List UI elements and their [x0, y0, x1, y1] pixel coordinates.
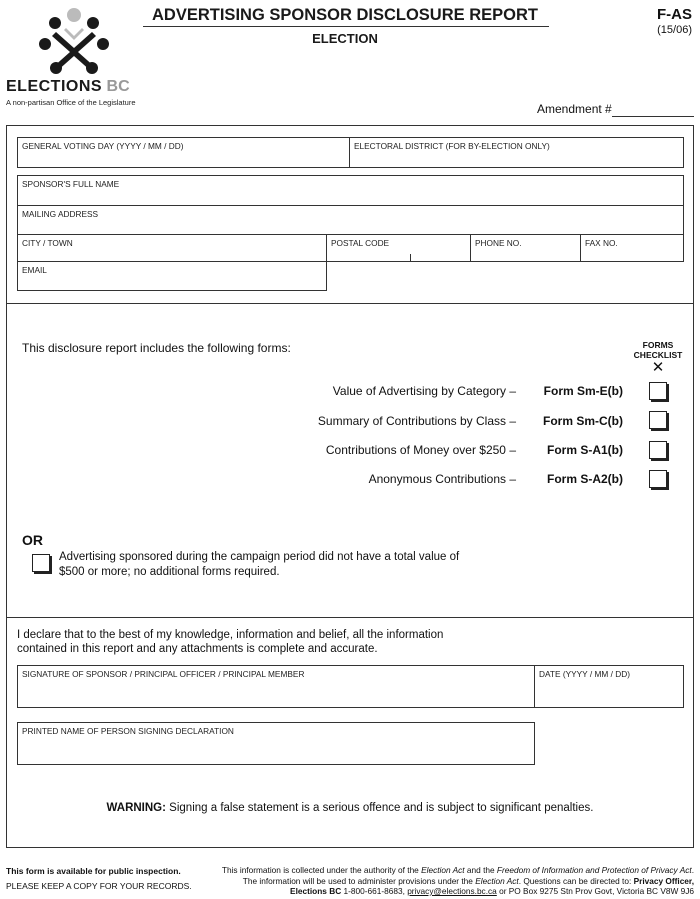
phone-field[interactable] [470, 234, 581, 262]
footer-public-notice: This form is available for public inspection. [6, 866, 181, 876]
date-label: DATE (YYYY / MM / DD) [539, 669, 630, 679]
declaration-line2: contained in this report and any attachments is complete and accurate. [17, 643, 378, 655]
form-item-code: Form S-A1(b) [547, 443, 623, 457]
privacy-text: The information will be used to administer provisions under the [242, 875, 476, 886]
mailing-address-field[interactable] [17, 205, 684, 235]
privacy-line3 [222, 886, 694, 897]
form-item-code: Form S-A2(b) [547, 472, 623, 486]
email-label: EMAIL [22, 265, 47, 275]
voting-day-label: GENERAL VOTING DAY (YYYY / MM / DD) [22, 141, 184, 151]
forms-checklist-line2: CHECKLIST [633, 350, 683, 360]
privacy-email-link[interactable]: privacy@elections.bc.ca [407, 886, 497, 896]
privacy-line2 [222, 876, 694, 887]
section-divider-1 [6, 303, 694, 304]
postal-code-tick [410, 254, 411, 261]
date-field[interactable] [534, 665, 684, 708]
checklist-x-icon: ✕ [651, 359, 665, 376]
privacy-act-name: Freedom of Information and Protection of Privacy Act [496, 865, 692, 875]
form-item-label: Anonymous Contributions – [368, 472, 516, 486]
no-forms-line1: Advertising sponsored during the campaign period did not have a total value of [59, 551, 460, 563]
page-subtitle: ELECTION [312, 31, 378, 46]
or-label: OR [22, 532, 43, 548]
no-forms-line2: $500 or more; no additional forms required. [59, 566, 280, 578]
form-sm-e-checkbox[interactable] [649, 382, 667, 400]
form-s-a1-checkbox[interactable] [649, 441, 667, 459]
privacy-text: and the [464, 865, 497, 875]
sponsor-name-label: SPONSOR'S FULL NAME [22, 179, 120, 189]
warning-label: WARNING: [106, 802, 166, 814]
privacy-address: or PO Box 9275 Stn Prov Govt, Victoria BC V8W 9J6 [496, 886, 694, 896]
elections-bc-emblem-icon [36, 6, 112, 78]
amendment-field[interactable] [612, 116, 694, 117]
signature-field[interactable] [17, 665, 535, 708]
declaration-line1: I declare that to the best of my knowledge, information and belief, all the information [17, 629, 444, 641]
section-divider-2 [6, 617, 694, 618]
sponsor-name-field[interactable] [17, 175, 684, 206]
forms-checklist-line1: FORMS [642, 340, 674, 350]
privacy-act-name: Election Act [421, 865, 465, 875]
amendment-label: Amendment # [537, 102, 612, 116]
form-sm-c-checkbox[interactable] [649, 411, 667, 429]
logo-tagline: A non-partisan Office of the Legislature [6, 98, 136, 107]
printed-name-field[interactable] [17, 722, 535, 765]
form-code: F-AS [657, 6, 692, 23]
footer-keep-copy: PLEASE KEEP A COPY FOR YOUR RECORDS. [6, 881, 192, 891]
forms-intro-text: This disclosure report includes the following forms: [22, 341, 291, 355]
voting-day-field[interactable] [17, 137, 350, 168]
mailing-address-label: MAILING ADDRESS [22, 209, 99, 219]
privacy-act-name: Election Act [475, 875, 519, 886]
privacy-text: This information is collected under the authority of the [221, 865, 422, 875]
declaration-text [17, 628, 443, 656]
fax-field[interactable] [580, 234, 684, 262]
form-item-label: Contributions of Money over $250 – [325, 443, 516, 457]
signature-label: SIGNATURE OF SPONSOR / PRINCIPAL OFFICER / PRINCIPAL MEMBER [22, 669, 305, 679]
privacy-org: Elections BC [290, 886, 342, 896]
privacy-line1 [222, 865, 694, 876]
logo-elections-text: ELECTIONS [6, 78, 103, 95]
page-title: ADVERTISING SPONSOR DISCLOSURE REPORT [152, 6, 538, 24]
privacy-text: . Questions can be directed to: [518, 875, 634, 886]
footer-privacy-notice [222, 865, 694, 897]
privacy-phone: 1-800-661-8683, [341, 886, 408, 896]
title-rule [143, 26, 549, 27]
email-field[interactable] [17, 261, 327, 291]
elections-bc-logo [6, 6, 146, 106]
electoral-district-label: ELECTORAL DISTRICT (FOR BY-ELECTION ONLY) [354, 141, 550, 151]
phone-label: PHONE NO. [475, 238, 522, 248]
forms-checklist-header [628, 340, 688, 376]
electoral-district-field[interactable] [349, 137, 684, 168]
no-forms-required-checkbox[interactable] [32, 554, 50, 572]
logo-bc-text: BC [106, 78, 130, 95]
fax-label: FAX NO. [585, 238, 618, 248]
warning-text [6, 802, 694, 814]
form-item-code: Form Sm-C(b) [543, 414, 623, 428]
postal-code-label: POSTAL CODE [331, 238, 390, 248]
form-item-label: Value of Advertising by Category – [332, 384, 516, 398]
postal-code-field[interactable] [326, 234, 471, 262]
form-s-a2-checkbox[interactable] [649, 470, 667, 488]
city-field[interactable] [17, 234, 327, 262]
privacy-text: . [691, 865, 694, 875]
no-forms-required-text [59, 550, 459, 580]
form-item-label: Summary of Contributions by Class – [317, 414, 516, 428]
form-version: (15/06) [657, 24, 692, 36]
city-label: CITY / TOWN [22, 238, 73, 248]
form-item-code: Form Sm-E(b) [543, 384, 623, 398]
privacy-officer: Privacy Officer, [633, 875, 694, 886]
warning-message: Signing a false statement is a serious offence and is subject to significant penalties. [169, 802, 594, 814]
printed-name-label: PRINTED NAME OF PERSON SIGNING DECLARATION [22, 726, 234, 736]
